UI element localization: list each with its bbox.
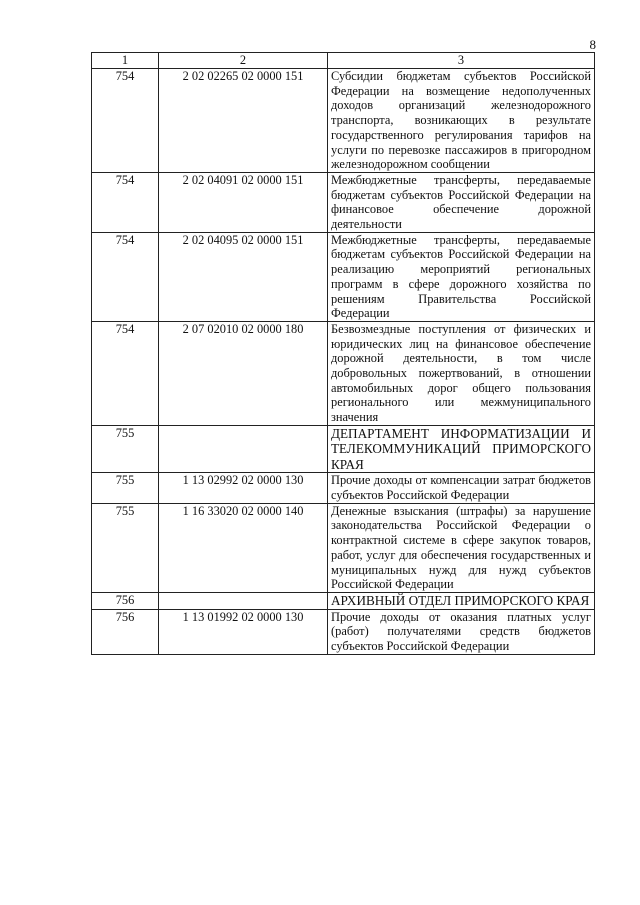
page-number: 8: [589, 37, 596, 52]
admin-code-cell: 755: [92, 503, 159, 592]
table-row: [92, 69, 595, 173]
revenue-code-cell: 2 02 04095 02 0000 151: [159, 232, 328, 321]
revenue-name-cell: Межбюджетные трансферты, передаваемые бюджетам субъектов Российской Федерации на финансовое обеспечение дорожной деятельности: [328, 172, 595, 232]
admin-code-cell: 754: [92, 172, 159, 232]
admin-code-cell: 755: [92, 425, 159, 473]
revenue-name-cell: Прочие доходы от компенсации затрат бюджетов субъектов Российской Федерации: [328, 473, 595, 503]
admin-code-cell: 756: [92, 593, 159, 610]
revenue-name-cell: Прочие доходы от оказания платных услуг (работ) получателями средств бюджетов субъектов Российской Федерации: [328, 609, 595, 654]
admin-code-cell: 754: [92, 69, 159, 173]
department-title-cell: АРХИВНЫЙ ОТДЕЛ ПРИМОРСКОГО КРАЯ: [328, 593, 595, 610]
table-row: [92, 609, 595, 654]
header-cell-2: 2: [159, 53, 328, 69]
revenue-code-cell: [159, 593, 328, 610]
table-row: [92, 503, 595, 592]
table-header-row: [92, 53, 595, 69]
table-row: [92, 425, 595, 473]
revenue-code-cell: 2 02 02265 02 0000 151: [159, 69, 328, 173]
revenue-code-cell: [159, 425, 328, 473]
admin-code-cell: 755: [92, 473, 159, 503]
header-cell-3: 3: [328, 53, 595, 69]
revenue-code-cell: 1 13 01992 02 0000 130: [159, 609, 328, 654]
table-row: [92, 172, 595, 232]
revenue-name-cell: Безвозмездные поступления от физических и юридических лиц на финансовое обеспечение дорожной деятельности, в том числе добровольных пожертвований, в отношении автомобильных дорог общего пользования регионального или межмуниципального значения: [328, 321, 595, 425]
revenue-name-cell: Денежные взыскания (штрафы) за нарушение законодательства Российской Федерации о контрактной системе в сфере закупок товаров, работ, услуг для обеспечения государственных и муниципальных нужд для нужд субъектов Российской Федерации: [328, 503, 595, 592]
table-row: [92, 473, 595, 503]
table-row: [92, 232, 595, 321]
table-row: [92, 593, 595, 610]
admin-code-cell: 754: [92, 321, 159, 425]
admin-code-cell: 754: [92, 232, 159, 321]
header-cell-1: 1: [92, 53, 159, 69]
revenue-code-cell: 2 02 04091 02 0000 151: [159, 172, 328, 232]
department-title-cell: ДЕПАРТАМЕНТ ИНФОРМАТИЗАЦИИ И ТЕЛЕКОММУНИКАЦИЙ ПРИМОРСКОГО КРАЯ: [328, 425, 595, 473]
revenue-name-cell: Субсидии бюджетам субъектов Российской Федерации на возмещение недополученных доходов организаций железнодорожного транспорта, возникающих в результате государственного регулирования тарифов на услуги по перевозке пассажиров в пригородном железнодорожном сообщении: [328, 69, 595, 173]
budget-revenue-table: [91, 52, 595, 655]
revenue-name-cell: Межбюджетные трансферты, передаваемые бюджетам субъектов Российской Федерации на реализацию мероприятий региональных программ в сфере дорожного хозяйства по решениям Правительства Российской Федерации: [328, 232, 595, 321]
revenue-code-cell: 2 07 02010 02 0000 180: [159, 321, 328, 425]
admin-code-cell: 756: [92, 609, 159, 654]
revenue-code-cell: 1 13 02992 02 0000 130: [159, 473, 328, 503]
table-row: [92, 321, 595, 425]
revenue-code-cell: 1 16 33020 02 0000 140: [159, 503, 328, 592]
